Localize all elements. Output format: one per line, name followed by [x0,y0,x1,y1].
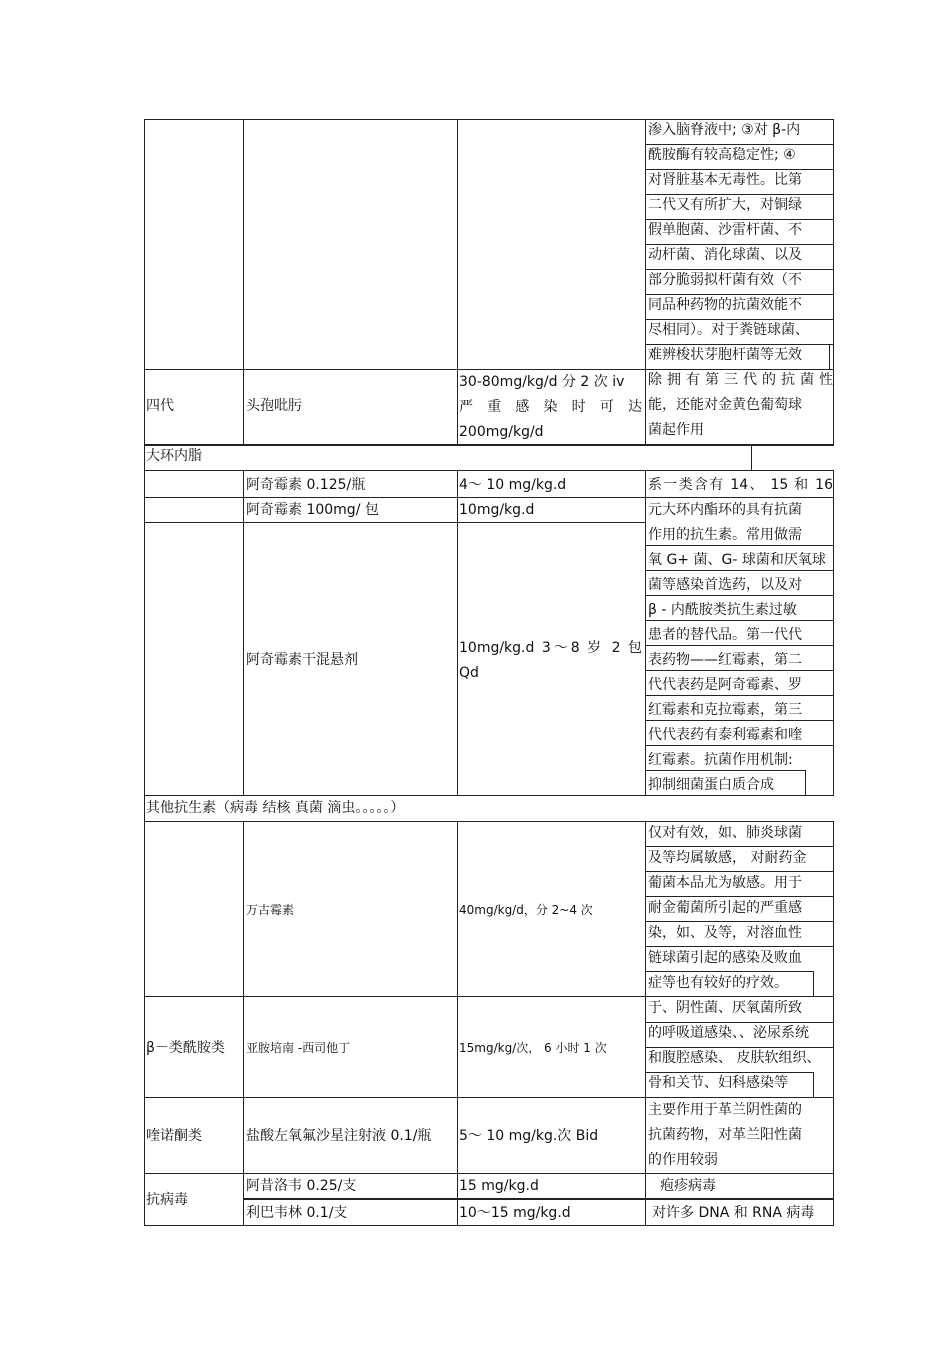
line-rule [645,670,834,671]
line-rule [645,971,813,972]
fourth-gen-description [648,368,833,443]
description-line: 的呼吸道感染、、泌尿系统 [648,1025,809,1041]
description-cell-ribavirin: 对许多 DNA 和 RNA 病毒 [652,1205,815,1221]
description-line: 菌等感染首选药，以及对 [648,577,802,593]
line-rule [645,595,834,596]
column-divider [243,119,244,444]
dosage-cell-azithromycin-pack: 10mg/kg.d [459,502,535,518]
line-rule [645,896,834,897]
line-rule [645,269,834,270]
line-rule [645,745,834,746]
description-line: 元大环内酯环的具有抗菌 [648,502,802,518]
column-divider [243,470,244,795]
column-divider [645,470,646,795]
line-rule [645,244,834,245]
description-line: 代代表药是阿奇霉素、罗 [648,677,802,693]
description-line: 能，还能对金黄色葡萄球 [648,397,802,413]
section-header-divider [751,444,752,470]
line-rule [645,570,834,571]
dosage-line: 30-80mg/kg/d 分 2 次 iv [459,374,625,390]
line-rule [645,770,805,771]
description-line: 系一类含有 14、 15 和 16 [648,477,833,493]
description-line: 红霉素和克拉霉素，第三 [648,702,802,718]
line-rule [645,1072,813,1073]
line-rule [645,695,834,696]
description-line: 主要作用于革兰阴性菌的 [648,1102,802,1118]
drug-cell-vancomycin: 万古霉素 [246,903,295,917]
description-line: 仅对有效，如、肺炎球菌 [648,825,802,841]
row-border [244,1198,834,1200]
dosage-cell-acyclovir: 15 mg/kg.d [459,1178,539,1194]
line-rule [645,344,834,345]
description-line: 动杆菌、消化球菌、以及 [648,247,802,263]
description-line: 患者的替代品。第一代代 [648,627,802,643]
column-divider [645,119,646,444]
description-line: 症等也有较好的疗效。 [648,975,788,991]
table-border-left [144,119,145,1225]
class-cell-fourth-gen: 四代 [146,398,174,414]
dosage-cell-levofloxacin: 5～ 10 mg/kg.次 Bid [459,1128,599,1144]
class-cell-quinolone: 喹诺酮类 [146,1128,202,1144]
drug-cell-azithromycin-suspension: 阿奇霉素干混悬剂 [246,652,358,668]
line-rule [645,1022,834,1023]
row-border [144,470,834,471]
drug-cell-levofloxacin: 盐酸左氧氟沙星注射液 0.1/瓶 [246,1128,432,1144]
section-border [144,444,834,446]
description-line: 部分脆弱拟杆菌有效（不 [648,272,802,288]
drug-cell-cefepime: 头孢吡肟 [246,398,302,414]
line-rule [645,871,834,872]
macrolide-description [648,473,833,798]
table-border-right [833,470,834,795]
dosage-line: 10mg/kg.d 3～8 岁 2 包 [459,640,642,656]
line-rule [645,645,834,646]
table-border-bottom [144,1225,834,1226]
description-line: 抗菌药物，对革兰阳性菌 [648,1127,802,1143]
row-border [144,497,645,498]
dosage-cell-vancomycin: 40mg/kg/d，分 2~4 次 [459,903,593,917]
class-cell-antiviral: 抗病毒 [146,1192,188,1208]
column-divider [457,821,458,1225]
cell-rule [805,770,806,795]
dosage-cell-imipenem: 15mg/kg/次， 6 小时 1 次 [459,1041,607,1055]
drug-cell-azithromycin-pack: 阿奇霉素 100mg/ 包 [246,502,379,518]
line-rule [645,846,834,847]
dosage-cell-azithromycin-vial: 4～ 10 mg/kg.d [459,477,567,493]
description-line: 和腹腔感染、 皮肤软组织、 [648,1050,821,1066]
cephalosporin-description [648,118,833,368]
description-line: 代代表药有泰利霉素和喹 [648,727,802,743]
dosage-line: 严 重 感 染 时 可 达 [459,399,642,415]
description-cell-acyclovir: 疱疹病毒 [660,1178,716,1194]
row-border [144,522,645,523]
cell-rule [829,344,830,369]
description-line: 菌起作用 [648,422,704,438]
column-divider [645,821,646,1225]
column-divider [243,821,244,1225]
line-rule [645,1047,834,1048]
description-line: 耐金葡菌所引起的严重感 [648,900,802,916]
dosage-cell-azithromycin-suspension [459,636,642,686]
description-line: β - 内酰胺类抗生素过敏 [648,602,797,618]
line-rule [645,169,834,170]
line-rule [645,921,834,922]
table-border-right [833,119,834,444]
line-rule [645,497,834,498]
beta-lactam-description [648,996,833,1096]
description-line: 作用的抗生素。常用做需 [648,527,802,543]
description-line: 的作用较弱 [648,1152,718,1168]
description-line: 二代又有所扩大，对铜绿 [648,197,802,213]
line-rule [645,946,834,947]
description-line: 渗入脑脊液中; ③对 β-内 [648,122,801,138]
section-title-others: 其他抗生素（病毒 结核 真菌 滴虫。。。。。） [146,800,405,816]
line-rule [645,294,834,295]
description-line: 氧 G+ 菌、G- 球菌和厌氧球 [648,552,826,568]
description-line: 及等均属敏感， 对耐药金 [648,850,807,866]
description-line: 对肾脏基本无毒性。比第 [648,172,802,188]
line-rule [645,620,834,621]
column-divider [457,119,458,444]
description-line: 除 拥 有 第 三 代 的 抗 菌 性 [648,372,833,388]
class-cell-beta-lactam: β－类酰胺类 [146,1040,225,1056]
description-line: 骨和关节、妇科感染等 [648,1075,788,1091]
line-rule [645,194,834,195]
drug-cell-imipenem: 亚胺培南 -西司他丁 [246,1041,351,1055]
drug-cell-acyclovir: 阿昔洛韦 0.25/支 [246,1178,357,1194]
line-rule [645,144,834,145]
description-line: 于、阴性菌、厌氧菌所致 [648,1000,802,1016]
description-line: 酰胺酶有较高稳定性; ④ [648,147,796,163]
description-line: 染，如、及等，对溶血性 [648,925,802,941]
drug-cell-ribavirin: 利巴韦林 0.1/支 [246,1205,348,1221]
drug-cell-azithromycin-vial: 阿奇霉素 0.125/瓶 [246,477,366,493]
description-line: 难辨梭状芽胞杆菌等无效 [648,347,802,363]
description-line: 同品种药物的抗菌效能不 [648,297,802,313]
column-divider [457,470,458,795]
line-rule [645,219,834,220]
line-rule [645,545,834,546]
description-line: 链球菌引起的感染及败血 [648,950,802,966]
cell-rule [813,971,814,996]
vancomycin-description [648,821,833,996]
description-line: 红霉素。抗菌作用机制: [648,752,793,768]
line-rule [645,319,834,320]
dosage-line: 200mg/kg/d [459,424,544,440]
description-line: 表药物——红霉素，第二 [648,652,802,668]
table-border-right [833,821,834,1225]
description-line: 抑制细菌蛋白质合成 [648,777,774,793]
description-line: 葡菌本品尤为敏感。用于 [648,875,802,891]
dosage-cell-cefepime [459,370,642,445]
dosage-cell-ribavirin: 10～15 mg/kg.d [459,1205,571,1221]
cell-rule [813,1072,814,1097]
description-line: 尽相同）。对于粪链球菌、 [648,322,809,338]
dosage-line: Qd [459,665,479,681]
quinolone-description [648,1098,833,1173]
line-rule [645,720,834,721]
section-title-macrolide: 大环内脂 [146,448,202,464]
description-line: 假单胞菌、沙雷杆菌、不 [648,222,802,238]
